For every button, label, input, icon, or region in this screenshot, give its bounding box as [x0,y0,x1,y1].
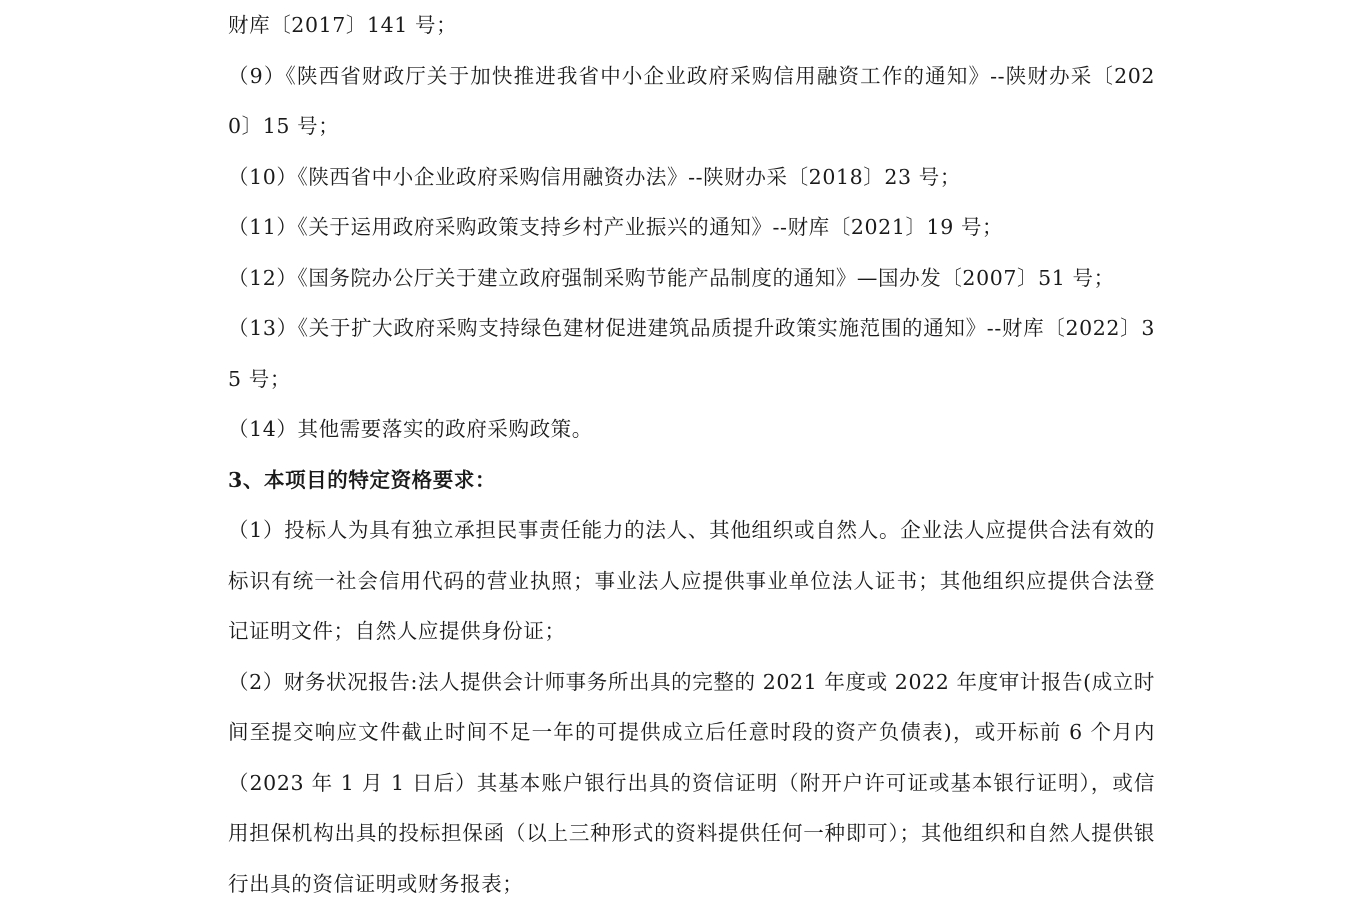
paragraph-requirement-1: （1）投标人为具有独立承担民事责任能力的法人、其他组织或自然人。企业法人应提供合法有效的标识有统一社会信用代码的营业执照；事业法人应提供事业单位法人证书；其他组织应提供合法登记证明文件；自然人应提供身份证； [228,505,1155,657]
paragraph-clause-11: （11）《关于运用政府采购政策支持乡村产业振兴的通知》--财库〔2021〕19 号； [228,202,1155,253]
paragraph-clause-8-continuation: 财库〔2017〕141 号； [228,0,1155,51]
paragraph-clause-13: （13）《关于扩大政府采购支持绿色建材促进建筑品质提升政策实施范围的通知》--财库〔2022〕35 号； [228,303,1155,404]
paragraph-clause-9: （9）《陕西省财政厅关于加快推进我省中小企业政府采购信用融资工作的通知》--陕财办采〔2020〕15 号； [228,51,1155,152]
paragraph-clause-10: （10）《陕西省中小企业政府采购信用融资办法》--陕财办采〔2018〕23 号； [228,152,1155,203]
paragraph-clause-12: （12）《国务院办公厅关于建立政府强制采购节能产品制度的通知》—国办发〔2007〕51 号； [228,253,1155,304]
heading-section-3: 3、本项目的特定资格要求： [228,455,1155,506]
paragraph-requirement-2: （2）财务状况报告:法人提供会计师事务所出具的完整的 2021 年度或 2022 年度审计报告(成立时间至提交响应文件截止时间不足一年的可提供成立后任意时段的资产负债表)，或开标前 6 个月内（2023 年 1 月 1 日后）其基本账户银行出具的资信证明（附开户许可证或基本银行证明），或信用担保机构出具的投标担保函（以上三种形式的资料提供任何一种即可）；其他组织和自然人提供银行出具的资信证明或财务报表； [228,657,1155,909]
paragraph-clause-14: （14）其他需要落实的政府采购政策。 [228,404,1155,455]
